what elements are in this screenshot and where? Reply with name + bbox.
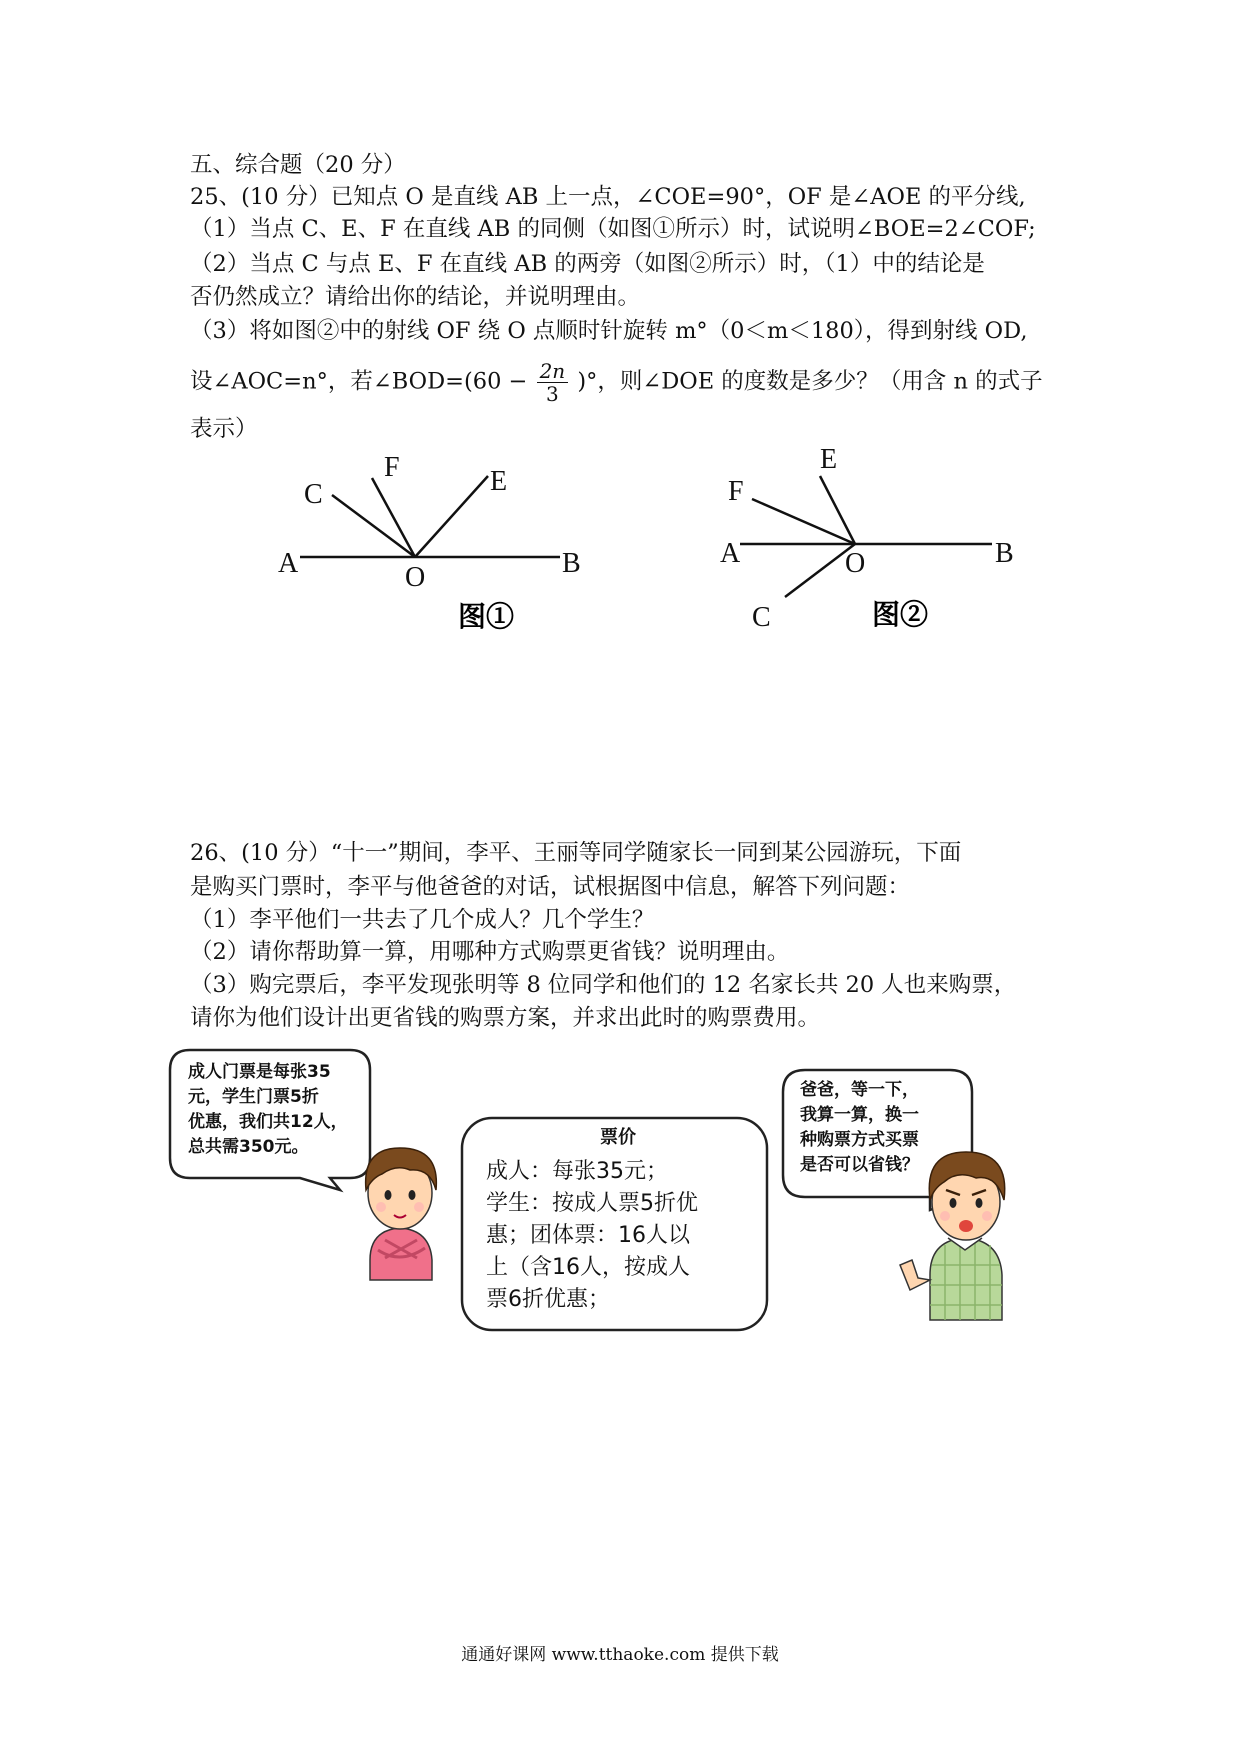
fig1-label-C: C	[304, 479, 323, 510]
q25-line-1: 25、(10 分）已知点 O 是直线 AB 上一点，∠COE=90°，OF 是∠AOE 的平分线,	[190, 184, 1026, 210]
price-line: 上（含16人，按成人	[486, 1255, 690, 1280]
price-box-title: 票价	[600, 1127, 636, 1148]
bubble-left-line: 成人门票是每张35	[188, 1062, 331, 1082]
q26-line-5: （3）购完票后，李平发现张明等 8 位同学和他们的 12 名家长共 20 人也来购票，	[190, 972, 1017, 998]
fig1-caption: 图①	[458, 602, 515, 633]
footer: 通通好课网 www.tthaoke.com 提供下载	[461, 1645, 779, 1665]
fig2-caption: 图②	[872, 600, 929, 631]
q25-line-3: （2）当点 C 与点 E、F 在直线 AB 的两旁（如图②所示）时，（1）中的结论是	[190, 251, 985, 277]
bubble-right-text	[800, 1078, 919, 1178]
bubble-right-line: 我算一算，换一	[800, 1105, 919, 1125]
bubble-right-line: 爸爸，等一下，	[800, 1080, 919, 1100]
bubble-left-line: 优惠，我们共12人，	[188, 1112, 348, 1132]
q25-line-7: 表示）	[190, 416, 258, 442]
q25-line-6-pre: 设∠AOC=n°，若∠BOD=(60 −	[190, 368, 528, 395]
fig2-label-O: O	[845, 548, 866, 579]
fig2-label-E: E	[820, 444, 838, 475]
fig1-ray-OE	[415, 476, 488, 557]
fig1-label-A: A	[278, 548, 299, 579]
fig2-label-A: A	[720, 538, 741, 569]
fig1-label-E: E	[490, 466, 508, 497]
boy-left-icon	[366, 1148, 437, 1280]
section-title: 五、综合题（20 分）	[190, 152, 406, 178]
bubble-left-text	[188, 1060, 348, 1160]
fig1-label-O: O	[405, 562, 426, 593]
q25-line-6	[190, 360, 1043, 405]
q25-line-5: （3）将如图②中的射线 OF 绕 O 点顺时针旋转 m°（0＜m＜180），得到射线 OD,	[190, 318, 1028, 344]
q26-line-1: 26、(10 分）“十一”期间，李平、王丽等同学随家长一同到某公园游玩，下面	[190, 840, 962, 866]
price-box-body	[486, 1156, 698, 1316]
price-line: 票6折优惠；	[486, 1287, 610, 1312]
fig1-label-B: B	[562, 548, 581, 579]
figure-1	[260, 450, 620, 640]
fig1-ray-OF	[372, 478, 415, 557]
q26-line-3: （1）李平他们一共去了几个成人？几个学生？	[190, 907, 655, 933]
q26-line-4: （2）请你帮助算一算，用哪种方式购票更省钱？说明理由。	[190, 939, 790, 965]
q26-line-6: 请你为他们设计出更省钱的购票方案，并求出此时的购票费用。	[190, 1005, 821, 1031]
fig2-label-B: B	[995, 538, 1014, 569]
q25-line-2: （1）当点 C、E、F 在直线 AB 的同侧（如图①所示）时，试说明∠BOE=2∠COF;	[190, 216, 1036, 242]
price-line: 学生：按成人票5折优	[486, 1191, 698, 1216]
bubble-left-line: 总共需350元。	[188, 1137, 309, 1157]
fraction-denominator: 3	[546, 382, 559, 406]
fig2-ray-OE	[820, 476, 855, 544]
fraction-numerator: 2n	[537, 360, 569, 383]
fig2-label-C: C	[752, 602, 771, 633]
q26-line-2: 是购买门票时，李平与他爸爸的对话，试根据图中信息，解答下列问题：	[190, 874, 911, 900]
q25-line-4: 否仍然成立？请给出你的结论，并说明理由。	[190, 284, 641, 310]
figure-2	[700, 440, 1040, 640]
fig2-ray-OF	[752, 499, 855, 544]
bubble-right-line: 是否可以省钱？	[800, 1155, 919, 1175]
q25-line-6-post: )°，则∠DOE 的度数是多少？（用含 n 的式子	[577, 368, 1043, 395]
bubble-right-line: 种购票方式买票	[800, 1130, 919, 1150]
fig1-label-F: F	[384, 452, 400, 483]
price-line: 成人：每张35元；	[486, 1159, 668, 1184]
price-line: 惠；团体票：16人以	[486, 1223, 690, 1248]
fig2-label-F: F	[728, 476, 744, 507]
bubble-left-line: 元，学生门票5折	[188, 1087, 319, 1107]
fraction-2n-over-3	[537, 360, 569, 405]
fig1-ray-OC	[332, 495, 415, 557]
